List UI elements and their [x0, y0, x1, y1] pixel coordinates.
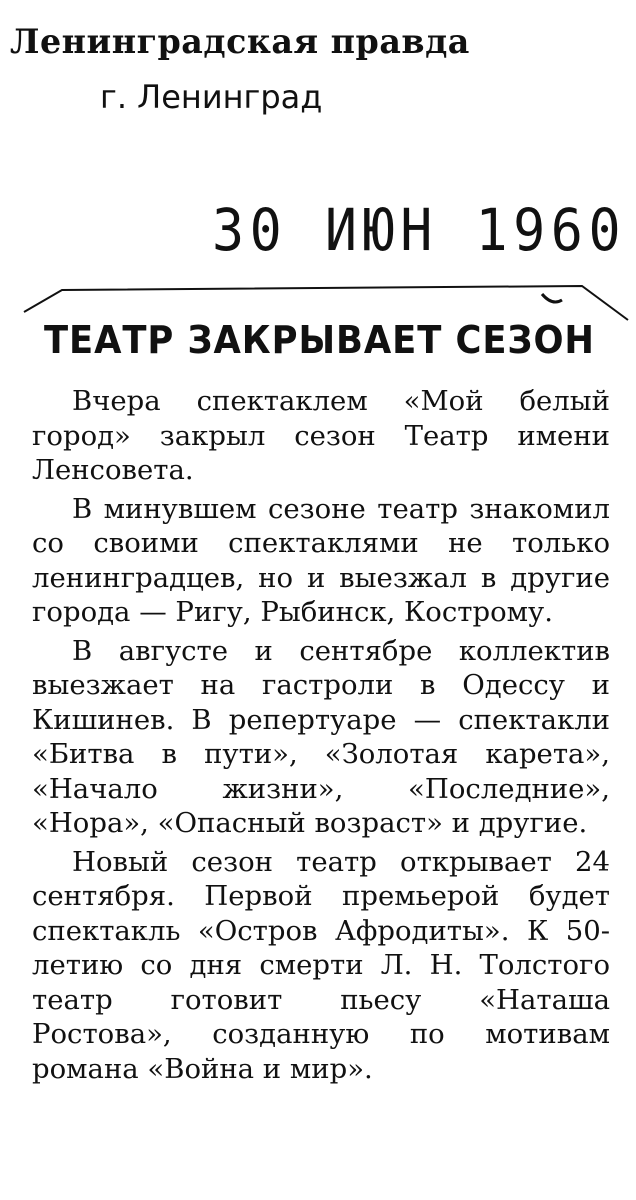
city-label: г. Ленинград	[100, 78, 323, 116]
article-paragraph: Новый сезон театр открывает 24 сентября. Первой премьерой будет спектакль «Остров Афродиты». К 50-летию со дня смерти Л. Н. Толстого театр готовит пьесу «Наташа Ростова», созданную по мотивам романа «Война и мир».	[32, 845, 610, 1085]
article-headline: ТЕАТР ЗАКРЫВАЕТ СЕЗОН	[44, 318, 595, 362]
article-body	[32, 384, 610, 1086]
newspaper-title: Ленинградская правда	[10, 22, 470, 62]
article-paragraph: Вчера спектаклем «Мой белый город» закрыл сезон Театр имени Ленсовета.	[32, 385, 610, 486]
article-paragraph: В августе и сентябре коллектив выезжает на гастроли в Одессу и Кишинев. В репертуаре — спектакли «Битва в пути», «Золотая карета», «Начало жизни», «Последние», «Нора», «Опасный возраст» и другие.	[32, 634, 610, 839]
article-paragraph: В минувшем сезоне театр знакомил со своими спектаклями не только ленинградцев, но и выезжал в другие города — Ригу, Рыбинск, Кострому.	[32, 492, 610, 628]
date-stamp: 30 ИЮН 1960	[212, 196, 627, 264]
